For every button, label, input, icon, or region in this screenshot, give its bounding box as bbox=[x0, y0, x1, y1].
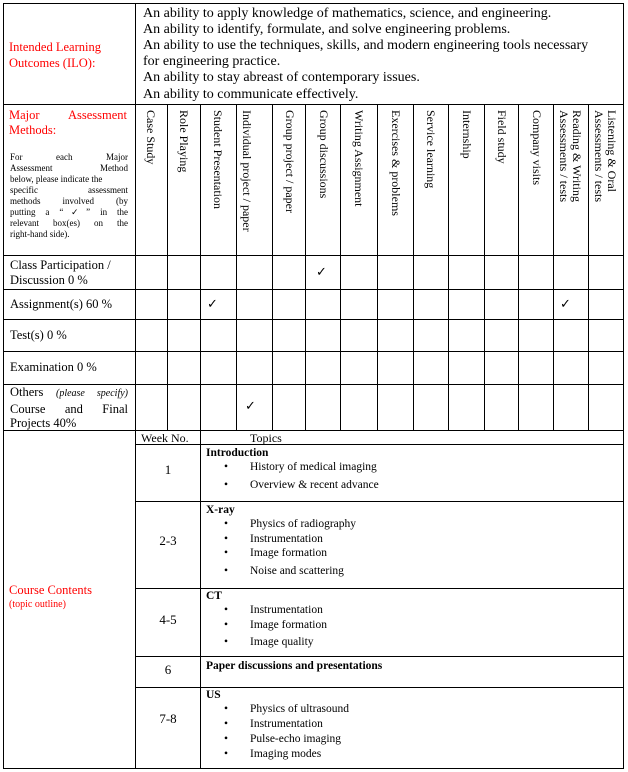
ilo-line: An ability to stay abreast of contemporary issues. bbox=[143, 70, 420, 85]
row-label-class-participation: Class Participation / Discussion 0 % bbox=[10, 258, 111, 287]
ilo-line: An ability to apply knowledge of mathematics, science, and engineering. bbox=[143, 6, 552, 21]
column-header-individual-project: Individual project / paper bbox=[240, 110, 254, 232]
check-mark[interactable]: ✓ bbox=[245, 398, 256, 413]
column-header-listening-oral: Listening & Oral Assessments / tests bbox=[592, 110, 619, 203]
topic-title: CT bbox=[206, 590, 222, 602]
topic-title: Paper discussions and presentations bbox=[206, 660, 383, 672]
week-number: 7-8 bbox=[159, 711, 177, 726]
ilo-line: for engineering practice. bbox=[143, 54, 281, 69]
column-header-service-learning: Service learning bbox=[424, 110, 438, 189]
ilo-line: An ability to identify, formulate, and solve engineering problems. bbox=[143, 22, 511, 37]
row-label-others: Others (please specify) Course and Final Projects 40% bbox=[10, 385, 128, 430]
row-label-examination: Examination 0 % bbox=[10, 360, 97, 374]
week-number: 2-3 bbox=[159, 533, 177, 548]
topics-header: Topics bbox=[250, 431, 282, 445]
column-header-case-study: Case Study bbox=[144, 110, 158, 165]
column-header-field-study: Field study bbox=[495, 110, 509, 164]
column-header-writing-assignment: Writing Assignment bbox=[352, 110, 366, 207]
check-mark[interactable]: ✓ bbox=[316, 264, 327, 279]
week-number: 1 bbox=[164, 462, 172, 477]
column-header-company-visits: Company visits bbox=[530, 110, 544, 186]
week-header: Week No. bbox=[141, 431, 189, 445]
week-number: 6 bbox=[164, 662, 172, 677]
column-header-exercises: Exercises & problems bbox=[389, 110, 403, 216]
week-number: 4-5 bbox=[159, 612, 177, 627]
row-label-assignments: Assignment(s) 60 % bbox=[10, 297, 113, 311]
column-header-group-project: Group project / paper bbox=[283, 110, 297, 213]
column-header-internship: Internship bbox=[460, 110, 474, 159]
others-hint: (please specify) bbox=[55, 388, 128, 399]
row-label-tests: Test(s) 0 % bbox=[10, 328, 67, 342]
topic-title: X-ray bbox=[206, 504, 235, 516]
topic-title: US bbox=[206, 689, 221, 701]
ilo-line: An ability to use the techniques, skills, and modern engineering tools necessary bbox=[143, 38, 589, 53]
topic-title: Introduction bbox=[206, 447, 269, 459]
check-mark[interactable]: ✓ bbox=[560, 296, 571, 311]
column-header-role-playing: Role Playing bbox=[177, 110, 191, 173]
column-header-student-presentation: Student Presentation bbox=[211, 110, 225, 209]
ilo-line: An ability to communicate effectively. bbox=[143, 87, 359, 102]
column-header-reading-writing: Reading & Writing Assessments / tests bbox=[557, 110, 584, 203]
column-header-group-discussions: Group discussions bbox=[317, 110, 331, 199]
check-mark[interactable]: ✓ bbox=[207, 296, 218, 311]
